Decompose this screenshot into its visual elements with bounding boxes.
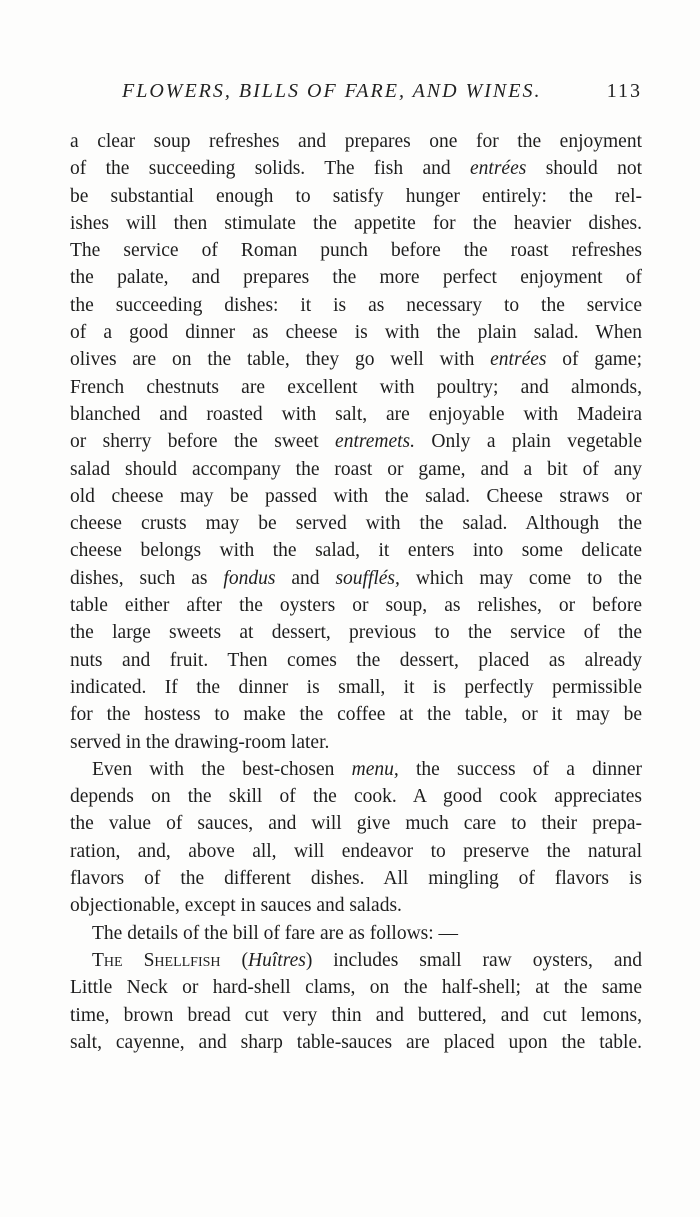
- text-line: [70, 264, 642, 291]
- line-text: old cheese may be passed with the salad. Cheese straws or: [70, 485, 642, 507]
- text-line: [70, 292, 642, 319]
- line-text: the success of a dinner: [398, 758, 642, 780]
- text-line: [70, 483, 642, 510]
- line-text: which may come to the: [399, 567, 642, 589]
- line-text: a clear soup refreshes and prepares one for the enjoyment: [70, 131, 642, 152]
- line-text: blanched and roasted with salt, are enjoyable with Madeira: [70, 403, 642, 425]
- text-line: [70, 974, 642, 1001]
- text-line: [70, 865, 642, 892]
- line-text: for the hostess to make the coffee at the table, or it may be: [70, 704, 642, 726]
- text-line: [70, 947, 642, 974]
- text-line: [70, 456, 642, 483]
- line-text: should not: [526, 158, 642, 180]
- text-line: [70, 810, 642, 837]
- line-text: the large sweets at dessert, previous to the service of the: [70, 622, 642, 644]
- page-number: 113: [606, 80, 642, 102]
- line-text: Only a plain vegetable: [415, 431, 642, 453]
- italic-text: Huîtres: [248, 949, 306, 971]
- text-line: [70, 783, 642, 810]
- text-line: [70, 374, 642, 401]
- line-text: cheese crusts may be served with the salad. Although the: [70, 513, 642, 535]
- line-text: the succeeding dishes: it is as necessary to the service: [70, 294, 642, 316]
- line-text: the palate, and prepares the more perfect enjoyment of: [70, 267, 642, 289]
- line-text: the value of sauces, and will give much care to their prepa-: [70, 813, 642, 835]
- line-text: The details of the bill of fare are as follows: —: [92, 922, 459, 944]
- line-text: of game;: [546, 349, 642, 371]
- running-head: [70, 80, 642, 110]
- line-text: French chestnuts are excellent with poultry; and almonds,: [70, 376, 642, 398]
- line-text: ) includes small raw oysters, and: [305, 949, 643, 971]
- line-text: time, brown bread cut very thin and buttered, and cut lemons,: [70, 1004, 642, 1026]
- line-text: dishes, such as: [70, 567, 224, 589]
- text-line: [70, 756, 642, 783]
- text-line: [70, 155, 642, 182]
- line-text: nuts and fruit. Then comes the dessert, placed as already: [70, 649, 642, 671]
- italic-text: menu,: [351, 758, 399, 780]
- italic-text: entrées: [470, 158, 527, 180]
- line-text: or sherry before the sweet: [70, 431, 336, 453]
- line-text: of the succeeding solids. The fish and: [70, 158, 471, 180]
- text-line: [70, 647, 642, 674]
- line-text: cheese belongs with the salad, it enters into some delicate: [70, 540, 642, 562]
- text-line: [70, 319, 642, 346]
- line-text: Even with the best-chosen: [92, 758, 352, 780]
- text-line: [70, 237, 642, 264]
- text-line: [70, 729, 642, 756]
- italic-text: fondus: [223, 567, 276, 589]
- text-line: [70, 674, 642, 701]
- text-line: [70, 1002, 642, 1029]
- line-text: (: [220, 949, 249, 971]
- text-line: [70, 537, 642, 564]
- line-text: Little Neck or hard-shell clams, on the half-shell; at the same: [70, 977, 642, 999]
- line-text: The service of Roman punch before the roast refreshes: [70, 240, 642, 262]
- running-head-title: FLOWERS, BILLS OF FARE, AND WINES.: [122, 80, 542, 102]
- body-text: [70, 128, 642, 1056]
- line-text: olives are on the table, they go well with: [70, 349, 491, 371]
- text-line: [70, 428, 642, 455]
- line-text: served in the drawing-room later.: [70, 731, 330, 753]
- text-line: [70, 1029, 642, 1056]
- text-line: [70, 401, 642, 428]
- line-text: flavors of the different dishes. All mingling of flavors is: [70, 868, 642, 890]
- line-text: salad should accompany the roast or game, and a bit of any: [70, 458, 642, 480]
- text-line: [70, 128, 642, 155]
- text-line: [70, 565, 642, 592]
- text-line: [70, 210, 642, 237]
- line-text: and: [275, 567, 336, 589]
- line-text: salt, cayenne, and sharp table-sauces are placed upon the table.: [70, 1031, 642, 1053]
- text-line: [70, 920, 642, 947]
- text-line: [70, 592, 642, 619]
- line-text: objectionable, except in sauces and salads.: [70, 895, 402, 917]
- italic-text: entrées: [490, 349, 547, 371]
- italic-text: entremets.: [335, 431, 416, 453]
- line-text: table either after the oysters or soup, as relishes, or before: [70, 595, 642, 617]
- line-text: ration, and, above all, will endeavor to preserve the natural: [70, 840, 642, 862]
- text-line: [70, 892, 642, 919]
- line-text: be substantial enough to satisfy hunger entirely: the rel-: [70, 185, 642, 207]
- line-text: of a good dinner as cheese is with the plain salad. When: [70, 322, 642, 344]
- line-text: depends on the skill of the cook. A good cook appreciates: [70, 786, 642, 808]
- text-line: [70, 183, 642, 210]
- text-line: [70, 701, 642, 728]
- italic-text: soufflés,: [335, 567, 400, 589]
- line-text: ishes will then stimulate the appetite for the heavier dishes.: [70, 212, 642, 234]
- text-line: [70, 510, 642, 537]
- text-line: [70, 838, 642, 865]
- text-line: [70, 619, 642, 646]
- text-line: [70, 346, 642, 373]
- line-text: indicated. If the dinner is small, it is perfectly permissible: [70, 676, 642, 698]
- small-caps-text: The Shellfish: [92, 949, 221, 971]
